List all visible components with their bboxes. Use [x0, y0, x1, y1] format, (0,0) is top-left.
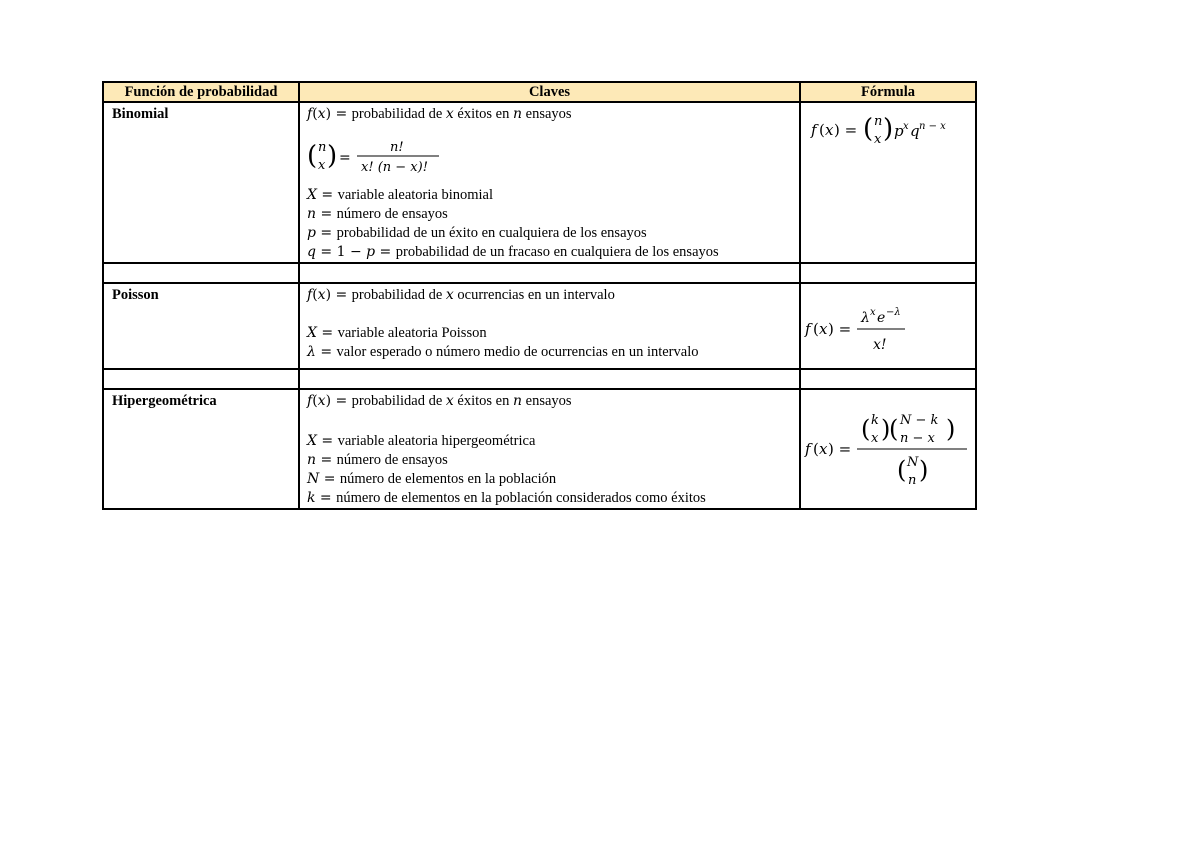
binomial-formula — [801, 103, 977, 153]
keys-cell — [299, 283, 800, 369]
key-line-fx: f(x) = probabilidad de x éxitos en n ensayos — [307, 106, 572, 122]
svg-text:(: ( — [863, 114, 874, 144]
formula-cell — [800, 283, 976, 369]
svg-text:=: = — [339, 150, 351, 166]
key-line-n: n = número de ensayos — [307, 451, 448, 468]
spacer-row — [103, 263, 976, 283]
function-name: Binomial — [103, 102, 299, 263]
function-name: Poisson — [103, 283, 299, 369]
svg-text:N: N — [907, 454, 919, 470]
svg-text:−λ: −λ — [886, 307, 901, 318]
svg-text:f: f — [811, 121, 817, 139]
key-line-fx: f(x) = probabilidad de x ocurrencias en un intervalo — [307, 287, 615, 303]
svg-text:x: x — [819, 320, 828, 338]
key-line-N: N = número de elementos en la población — [307, 470, 557, 487]
svg-text:) =: ) = — [834, 121, 858, 139]
keys-cell — [299, 102, 800, 263]
svg-text:): ) — [883, 114, 894, 144]
svg-text:n − x: n − x — [900, 430, 935, 446]
formula-cell — [800, 102, 976, 263]
combination-definition — [307, 136, 799, 176]
header-row — [103, 82, 976, 102]
key-line-X: X = variable aleatoria hipergeométrica — [307, 432, 536, 449]
svg-text:e: e — [877, 310, 886, 326]
key-line-n: n = número de ensayos — [307, 206, 448, 222]
svg-text:f: f — [805, 439, 811, 458]
key-line-k: k = número de elementos en la población considerados como éxitos — [307, 489, 706, 506]
svg-text:) =: ) = — [828, 439, 852, 458]
svg-text:x: x — [871, 430, 879, 446]
svg-text:x: x — [874, 132, 882, 147]
key-line-X: X = variable aleatoria binomial — [307, 187, 494, 203]
key-line-p: p = probabilidad de un éxito en cualquiera de los ensayos — [307, 225, 647, 241]
svg-text:N − k: N − k — [900, 412, 939, 428]
svg-text:): ) — [946, 414, 956, 443]
svg-text:q: q — [910, 122, 920, 140]
svg-text:(: ( — [813, 439, 819, 458]
svg-text:f: f — [805, 320, 811, 338]
header-keys: Claves — [299, 82, 800, 102]
svg-text:): ) — [919, 455, 929, 484]
svg-text:p: p — [894, 122, 904, 140]
poisson-formula — [801, 284, 977, 362]
svg-text:(: ( — [897, 455, 907, 484]
svg-text:x: x — [318, 158, 326, 173]
svg-text:n: n — [874, 114, 883, 129]
hypergeometric-formula — [801, 390, 977, 500]
svg-text:(: ( — [889, 414, 899, 443]
row-hypergeometric — [103, 389, 976, 509]
keys-cell — [299, 389, 800, 509]
svg-text:(: ( — [819, 121, 825, 139]
svg-text:): ) — [327, 141, 338, 171]
combination-formula — [307, 136, 457, 176]
svg-text:n: n — [908, 472, 917, 488]
key-line-X: X = variable aleatoria Poisson — [307, 325, 487, 341]
svg-text:): ) — [881, 414, 891, 443]
comb-num: n! — [390, 140, 404, 155]
svg-text:n − x: n − x — [919, 121, 946, 132]
comb-den: x! (n − x)! — [361, 160, 428, 175]
spacer-row — [103, 369, 976, 389]
function-name: Hipergeométrica — [103, 389, 299, 509]
svg-text:λ: λ — [861, 310, 870, 326]
svg-text:) =: ) = — [828, 320, 852, 338]
formula-cell — [800, 389, 976, 509]
key-line-fx: f(x) = probabilidad de x éxitos en n ensayos — [307, 392, 572, 409]
row-poisson — [103, 283, 976, 369]
header-formula: Fórmula — [800, 82, 976, 102]
svg-text:(: ( — [307, 141, 318, 171]
probability-functions-table — [102, 81, 977, 510]
key-line-lambda: λ = valor esperado o número medio de ocurrencias en un intervalo — [307, 344, 699, 360]
svg-text:k: k — [871, 412, 879, 428]
key-line-q: q = 1 − p = probabilidad de un fracaso en cualquiera de los ensayos — [307, 244, 719, 260]
svg-text:n: n — [318, 140, 327, 155]
svg-text:x: x — [903, 121, 909, 132]
svg-text:(: ( — [861, 414, 871, 443]
svg-text:x!: x! — [873, 337, 887, 353]
svg-text:x: x — [819, 439, 828, 458]
header-function: Función de probabilidad — [103, 82, 299, 102]
svg-text:x: x — [870, 307, 876, 318]
svg-text:(: ( — [813, 320, 819, 338]
svg-text:x: x — [825, 121, 834, 139]
row-binomial — [103, 102, 976, 263]
